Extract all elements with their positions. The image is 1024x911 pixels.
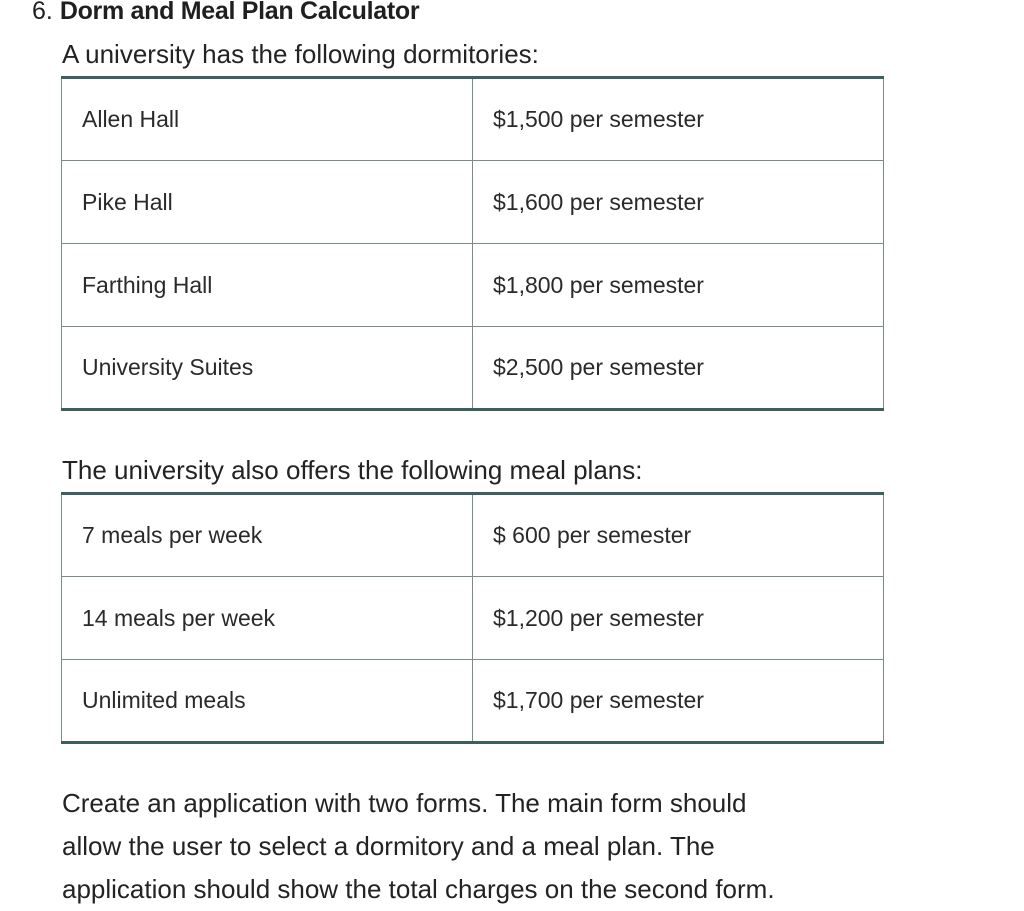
problem-heading [32,0,419,29]
table-row [62,494,884,577]
dorm-price-cell: $1,500 per semester [473,78,884,161]
task-line: application should show the total charges on the second form. [62,874,775,904]
dorm-intro-text: A university has the following dormitories: [62,39,539,69]
meal-plan-price-cell: $1,700 per semester [473,660,884,743]
problem-title: Dorm and Meal Plan Calculator [59,0,420,25]
dorm-name-cell: Pike Hall [62,161,473,244]
problem-number: 6. [32,0,53,25]
dorm-price-cell: $1,600 per semester [473,161,884,244]
table-row [62,161,884,244]
meal-plan-name-cell: Unlimited meals [62,660,473,743]
dorm-price-cell: $1,800 per semester [473,244,884,327]
meal-plan-name-cell: 14 meals per week [62,577,473,660]
meal-plan-name-cell: 7 meals per week [62,494,473,577]
task-line: allow the user to select a dormitory and a meal plan. The [62,831,715,861]
meal-intro-text: The university also offers the following meal plans: [62,455,643,485]
task-line: Create an application with two forms. The main form should [62,788,747,818]
dorm-name-cell: Allen Hall [62,78,473,161]
meal-plan-price-cell: $ 600 per semester [473,494,884,577]
dorm-name-cell: Farthing Hall [62,244,473,327]
table-row [62,327,884,410]
meal-plan-table [61,492,884,744]
meal-plan-price-cell: $1,200 per semester [473,577,884,660]
dorm-name-cell: University Suites [62,327,473,410]
table-row [62,660,884,743]
task-description [62,782,962,911]
dorm-price-cell: $2,500 per semester [473,327,884,410]
dormitory-table [61,76,884,411]
table-row [62,244,884,327]
table-row [62,577,884,660]
table-row [62,78,884,161]
